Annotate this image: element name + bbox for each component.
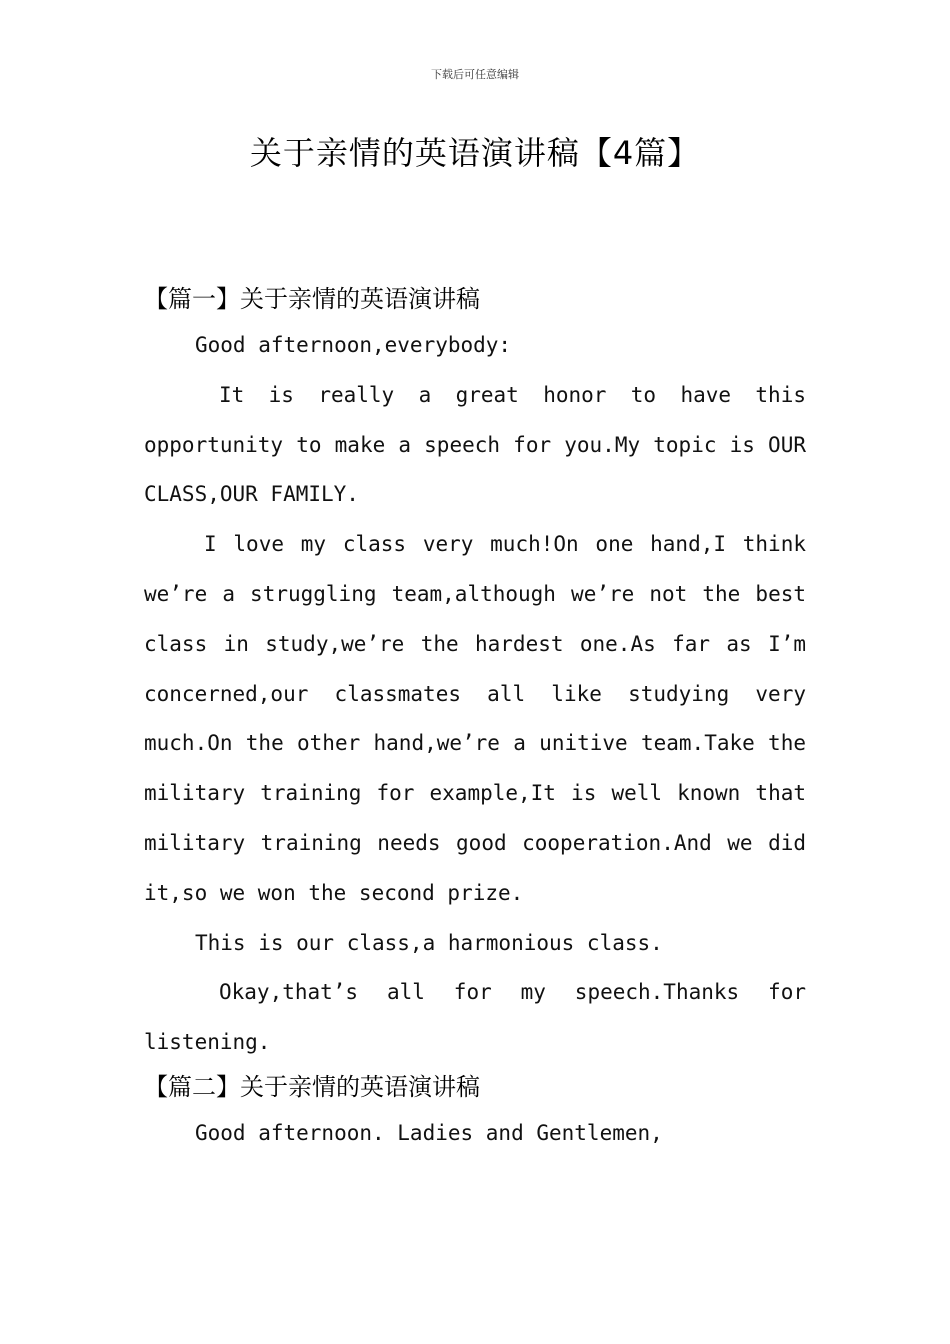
paragraph-greeting: Good afternoon,everybody: [195, 333, 512, 357]
section-heading-1: 【篇一】关于亲情的英语演讲稿 [144, 285, 480, 313]
document-body [144, 280, 806, 1159]
paragraph-main: I love my class very much!On one hand,I think we’re a struggling team,although we’re not the best class in study,we’re the hardest one.As far as I’m concerned,our classmates all like studying very much.On the other hand,we’re a unitive team.Take the military training for example,It is well known that military training needs good cooperation.And we did it,so we won the second prize. [144, 532, 806, 905]
paragraph-greeting-2: Good afternoon. Ladies and Gentlemen, [195, 1120, 663, 1145]
section-heading-2: 【篇二】关于亲情的英语演讲稿 [144, 1072, 480, 1101]
paragraph-intro: It is really a great honor to have this opportunity to make a speech for you.My topic is OUR CLASS,OUR FAMILY. [144, 382, 806, 507]
paragraph-closing: Okay,that’s all for my speech.Thanks for listening. [144, 980, 806, 1055]
paragraph-summary: This is our class,a harmonious class. [195, 930, 663, 955]
header-note: 下载后可任意编辑 [431, 68, 519, 81]
document-title: 关于亲情的英语演讲稿【4篇】 [249, 134, 701, 172]
